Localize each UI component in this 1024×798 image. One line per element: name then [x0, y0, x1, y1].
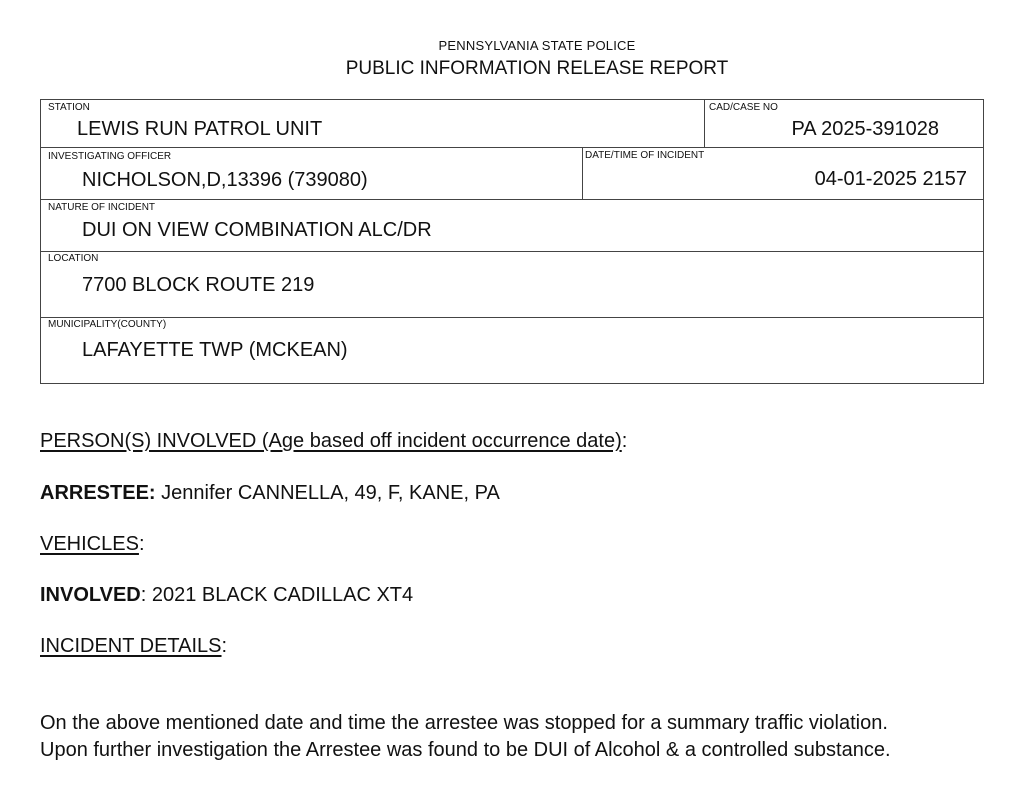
report-title: PUBLIC INFORMATION RELEASE REPORT — [345, 58, 729, 79]
incident-datetime-label: DATE/TIME OF INCIDENT — [585, 150, 705, 161]
vehicle-involved-label: INVOLVED — [40, 584, 141, 606]
incident-details-heading-text: INCIDENT DETAILS — [40, 635, 222, 657]
agency-name: PENNSYLVANIA STATE POLICE — [438, 38, 636, 53]
incident-form — [40, 99, 984, 384]
location-value: 7700 BLOCK ROUTE 219 — [82, 274, 315, 296]
vehicle-line — [40, 585, 413, 605]
row-divider — [41, 147, 983, 148]
row-divider — [41, 317, 983, 318]
persons-heading-colon: : — [621, 430, 628, 452]
incident-details-line-2: Upon further investigation the Arrestee was found to be DUI of Alcohol & a controlled substance. — [40, 739, 891, 761]
nature-label: NATURE OF INCIDENT — [48, 202, 156, 213]
vehicles-heading — [40, 534, 145, 554]
incident-details-heading-colon: : — [221, 635, 228, 657]
incident-details-heading — [40, 636, 227, 656]
column-divider — [582, 147, 583, 199]
vehicle-involved-value: : 2021 BLACK CADILLAC XT4 — [140, 584, 414, 606]
arrestee-line — [40, 483, 500, 503]
municipality-value: LAFAYETTE TWP (MCKEAN) — [82, 339, 348, 361]
arrestee-value: Jennifer CANNELLA, 49, F, KANE, PA — [155, 482, 500, 504]
incident-details-line-1: On the above mentioned date and time the arrestee was stopped for a summary traffic violation. — [40, 712, 888, 734]
officer-label: INVESTIGATING OFFICER — [48, 151, 172, 162]
column-divider — [704, 100, 705, 147]
officer-value: NICHOLSON,D,13396 (739080) — [82, 169, 368, 191]
row-divider — [41, 199, 983, 200]
case-number-value: PA 2025-391028 — [791, 118, 939, 140]
vehicles-heading-text: VEHICLES — [40, 533, 139, 555]
station-value: LEWIS RUN PATROL UNIT — [77, 118, 323, 140]
case-number-label: CAD/CASE NO — [709, 102, 778, 113]
persons-heading — [40, 431, 627, 451]
incident-datetime-value: 04-01-2025 2157 — [814, 168, 967, 190]
arrestee-label: ARRESTEE: — [40, 482, 156, 504]
persons-heading-text: PERSON(S) INVOLVED (Age based off incident occurrence date) — [40, 430, 622, 452]
nature-value: DUI ON VIEW COMBINATION ALC/DR — [82, 219, 432, 241]
location-label: LOCATION — [48, 253, 99, 264]
incident-details-text — [40, 710, 1000, 764]
vehicles-heading-colon: : — [138, 533, 145, 555]
municipality-label: MUNICIPALITY(COUNTY) — [48, 319, 167, 330]
row-divider — [41, 251, 983, 252]
station-label: STATION — [48, 102, 90, 113]
